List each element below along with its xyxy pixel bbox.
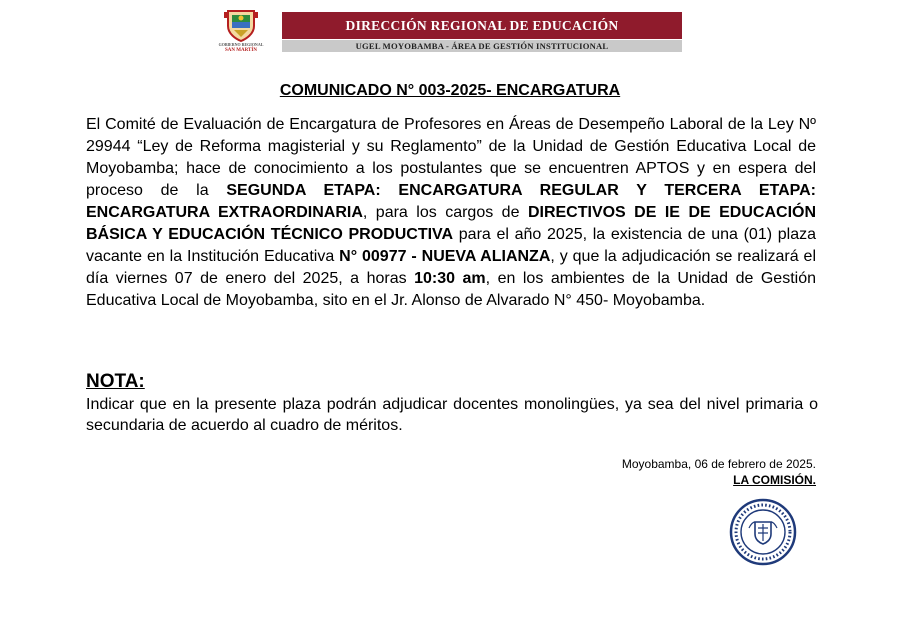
body-segment: , en los ambientes de la Unidad de Gestión Educativa Local de Moyobamba, sito en el Jr. Alonso de Alvarado N° 450- Moyobamba. — [86, 270, 816, 309]
communique-body — [86, 114, 816, 312]
logo-line-2: SAN MARTÍN — [225, 48, 257, 53]
official-seal-icon — [729, 498, 797, 566]
signature-line: LA COMISIÓN. — [733, 473, 816, 487]
place-and-date: Moyobamba, 06 de febrero de 2025. — [621, 457, 816, 471]
nota-text: Indicar que en la presente plaza podrán adjudicar docentes monolingües, ya sea del nivel primaria o secundaria de acuerdo al cuadro de méritos. — [86, 396, 818, 434]
logo-line-1: GOBIERNO REGIONAL — [218, 42, 264, 47]
body-segment: , y que la adjudicación se realizará el día viernes 07 de enero del 2025, a horas — [86, 248, 816, 287]
nota-heading: NOTA: — [86, 371, 145, 392]
body-segment: para el año 2025, la existencia de una (01) plaza vacante en la Institución Educativa — [86, 226, 816, 265]
institution-banner — [282, 12, 682, 58]
body-emphasis: 10:30 am — [414, 270, 486, 287]
gobierno-regional-logo — [214, 8, 268, 64]
body-emphasis: SEGUNDA ETAPA: ENCARGATURA REGULAR Y TERCERA ETAPA: ENCARGATURA EXTRAORDINARIA — [86, 182, 816, 221]
document-title: COMUNICADO N° 003-2025- ENCARGATURA — [279, 82, 621, 99]
banner-fine-print — [282, 53, 682, 57]
body-segment: , para los cargos de — [362, 204, 528, 221]
body-emphasis: DIRECTIVOS DE IE DE EDUCACIÓN BÁSICA Y EDUCACIÓN TÉCNICO PRODUCTIVA — [86, 204, 817, 243]
body-emphasis: N° 00977 - NUEVA ALIANZA — [339, 248, 551, 265]
banner-title: DIRECCIÓN REGIONAL DE EDUCACIÓN — [282, 12, 682, 39]
body-segment: El Comité de Evaluación de Encargatura de Profesores en Áreas de Desempeño Laboral de la Ley Nº 29944 “Ley de Reforma magisterial y su Reglamento” de la Unidad de Gestión Educativa Local de Moyobamba; hace de conocimiento a los postulantes que se encuentren APTOS y en espera del proceso de la — [86, 116, 816, 199]
banner-subtitle: UGEL MOYOBAMBA - ÁREA DE GESTIÓN INSTITUCIONAL — [282, 40, 682, 52]
coat-of-arms-icon — [224, 8, 258, 42]
